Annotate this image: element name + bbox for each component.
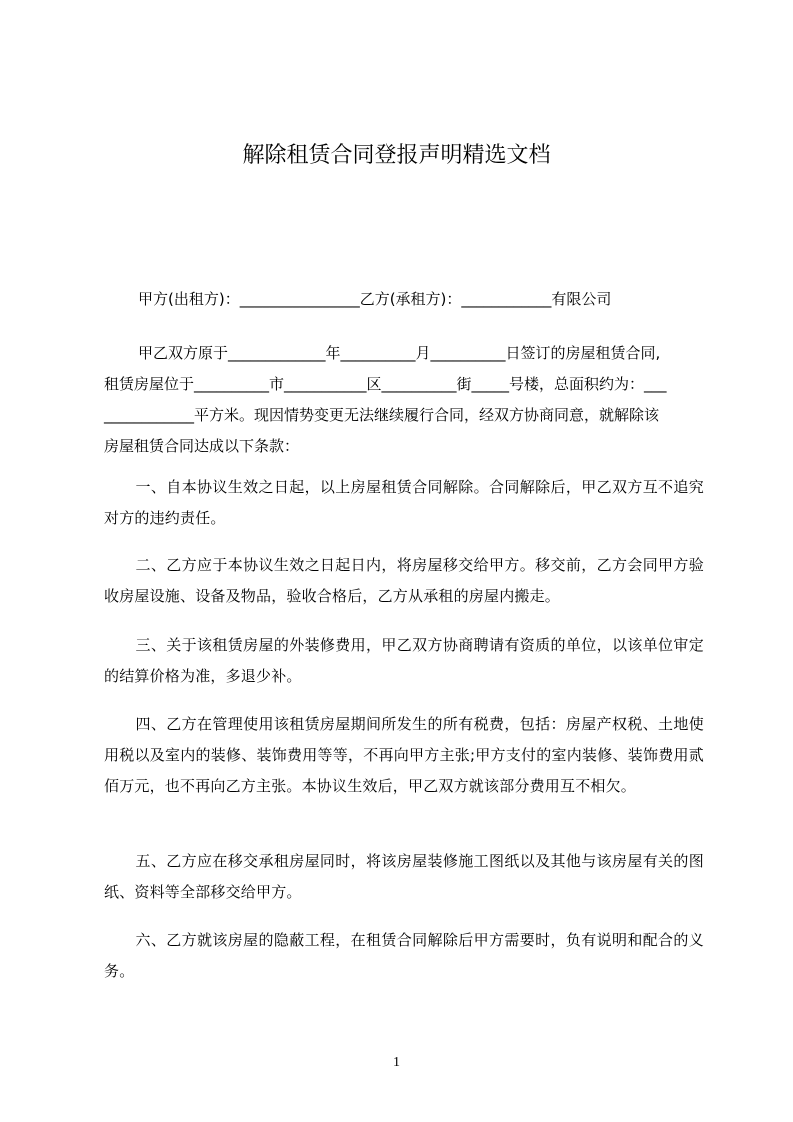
page-number: 1 [393, 1055, 400, 1070]
clause-2: 二、乙方应于本协议生效之日起日内，将房屋移交给甲方。移交前，乙方会同甲方验收房屋设施、设备及物品，验收合格后，乙方从承租的房屋内搬走。 [104, 556, 704, 605]
clause-1: 一、自本协议生效之日起，以上房屋租赁合同解除。合同解除后，甲乙双方互不追究对方的违约责任。 [104, 478, 704, 527]
clause-5: 五、乙方应在移交承租房屋同时，将该房屋装修施工图纸以及其他与该房屋有关的图纸、资料等全部移交给甲方。 [104, 852, 704, 901]
intro-line-2: 租赁房屋位于__________市___________区__________街_____号楼，总面积约为：___ [104, 375, 667, 393]
parties-line: 甲方(出租方)：________________乙方(承租方)：____________有限公司 [138, 290, 612, 308]
clause-3: 三、关于该租赁房屋的外装修费用，甲乙双方协商聘请有资质的单位，以该单位审定的结算价格为准，多退少补。 [104, 636, 704, 685]
intro-line-3: ____________平方米。现因情势变更无法继续履行合同，经双方协商同意，就解除该 [104, 406, 660, 424]
clause-6: 六、乙方就该房屋的隐蔽工程，在租赁合同解除后甲方需要时，负有说明和配合的义务。 [104, 931, 704, 980]
document-title: 解除租赁合同登报声明精选文档 [242, 143, 551, 168]
intro-line-1: 甲乙双方原于_____________年__________月__________日签订的房屋租赁合同, [138, 344, 661, 362]
clause-4: 四、乙方在管理使用该租赁房屋期间所发生的所有税费，包括：房屋产权税、土地使用税以及室内的装修、装饰费用等等，不再向甲方主张;甲方支付的室内装修、装饰费用贰佰万元，也不再向乙方主张。本协议生效后，甲乙双方就该部分费用互不相欠。 [104, 715, 704, 795]
intro-line-4: 房屋租赁合同达成以下条款： [104, 437, 300, 455]
